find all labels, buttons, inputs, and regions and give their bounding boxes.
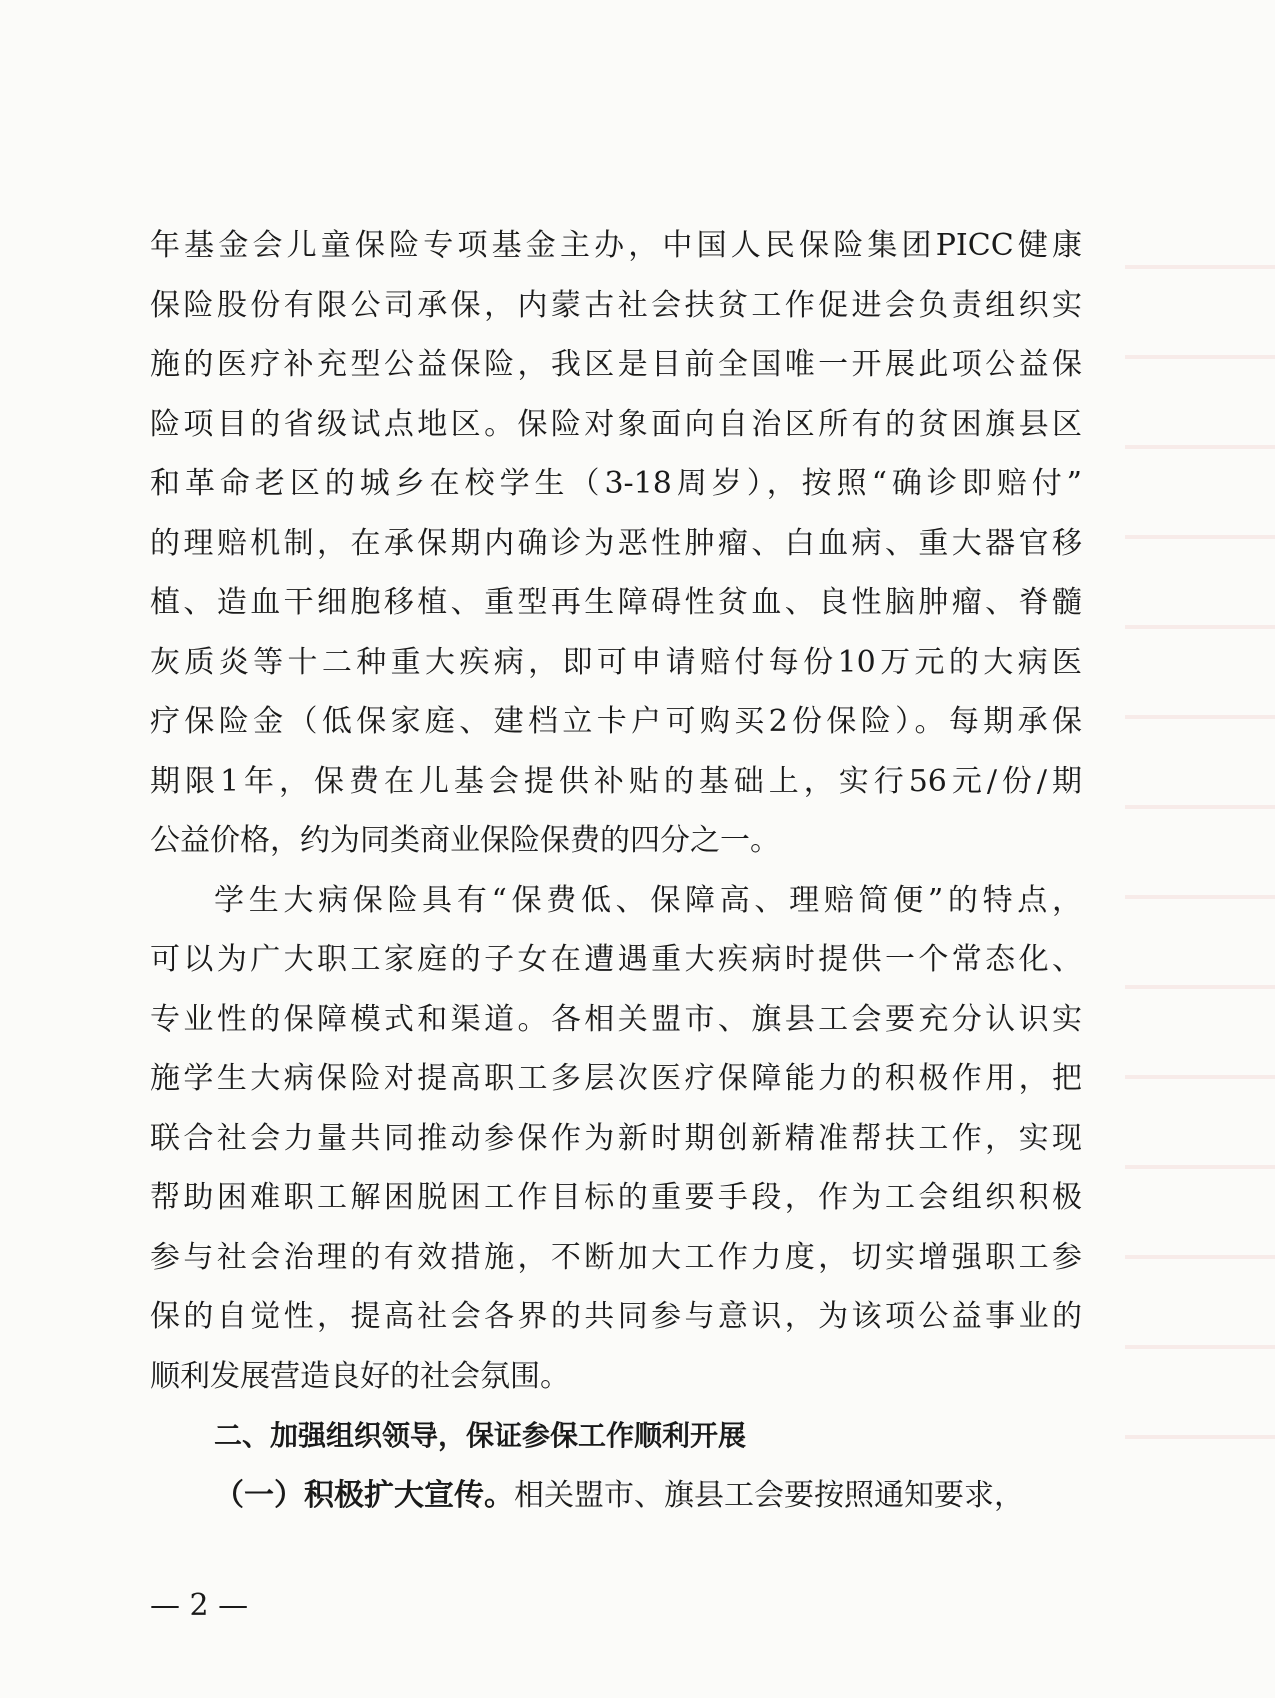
paragraph-1-line: 险项目的省级试点地区。保险对象面向自治区所有的贫困旗县区 [150, 406, 1082, 442]
subsection-text: 相关盟市、旗县工会要按照通知要求， [514, 1477, 1024, 1513]
bleed-through-stamp [1125, 225, 1275, 1525]
paragraph-2-line: 保的自觉性，提高社会各界的共同参与意识，为该项公益事业的 [150, 1299, 1082, 1334]
paragraph-1-line: 灰质炎等十二种重大疾病，即可申请赔付每份10万元的大病医 [150, 644, 1082, 680]
section-heading: 二、加强组织领导，保证参保工作顺利开展 [214, 1419, 747, 1452]
paragraph-2-line: 顺利发展营造良好的社会氛围。 [150, 1358, 570, 1394]
paragraph-1-line: 施的医疗补充型公益保险，我区是目前全国唯一开展此项公益保 [150, 347, 1082, 382]
paragraph-2-line: 可以为广大职工家庭的子女在遭遇重大疾病时提供一个常态化、 [150, 942, 1082, 977]
paragraph-1-line: 年基金会儿童保险专项基金主办，中国人民保险集团PICC健康 [150, 228, 1082, 263]
paragraph-2-line: 施学生大病保险对提高职工多层次医疗保障能力的积极作用，把 [150, 1061, 1082, 1096]
subsection-title: （一）积极扩大宣传。 [214, 1477, 514, 1513]
paragraph-2-line: 帮助困难职工解困脱困工作目标的重要手段，作为工会组织积极 [150, 1180, 1082, 1215]
paragraph-2-line: 学生大病保险具有“保费低、保障高、理赔简便”的特点， [214, 882, 1082, 918]
paragraph-1-line: 植、造血干细胞移植、重型再生障碍性贫血、良性脑肿瘤、脊髓 [150, 585, 1082, 620]
paragraph-1-line: 疗保险金（低保家庭、建档立卡户可购买2份保险）。每期承保 [150, 704, 1082, 739]
subsection-line [150, 1466, 1082, 1526]
paragraph-1-line: 和革命老区的城乡在校学生（3-18周岁），按照“确诊即赔付” [150, 466, 1082, 501]
page-number: — 2 — [150, 1588, 249, 1623]
paragraph-1-line: 的理赔机制，在承保期内确诊为恶性肿瘤、白血病、重大器官移 [150, 525, 1082, 561]
paragraph-1-line: 保险股份有限公司承保，内蒙古社会扶贫工作促进会负责组织实 [150, 287, 1082, 323]
paragraph-2-line: 专业性的保障模式和渠道。各相关盟市、旗县工会要充分认识实 [150, 1001, 1082, 1037]
paragraph-2-line: 联合社会力量共同推动参保作为新时期创新精准帮扶工作，实现 [150, 1120, 1082, 1156]
body-text [150, 216, 1082, 1525]
paragraph-1-line: 公益价格，约为同类商业保险保费的四分之一。 [150, 823, 780, 858]
paragraph-1-line: 期限1年，保费在儿基会提供补贴的基础上，实行56元/份/期 [150, 763, 1082, 799]
paragraph-2-line: 参与社会治理的有效措施，不断加大工作力度，切实增强职工参 [150, 1239, 1082, 1275]
